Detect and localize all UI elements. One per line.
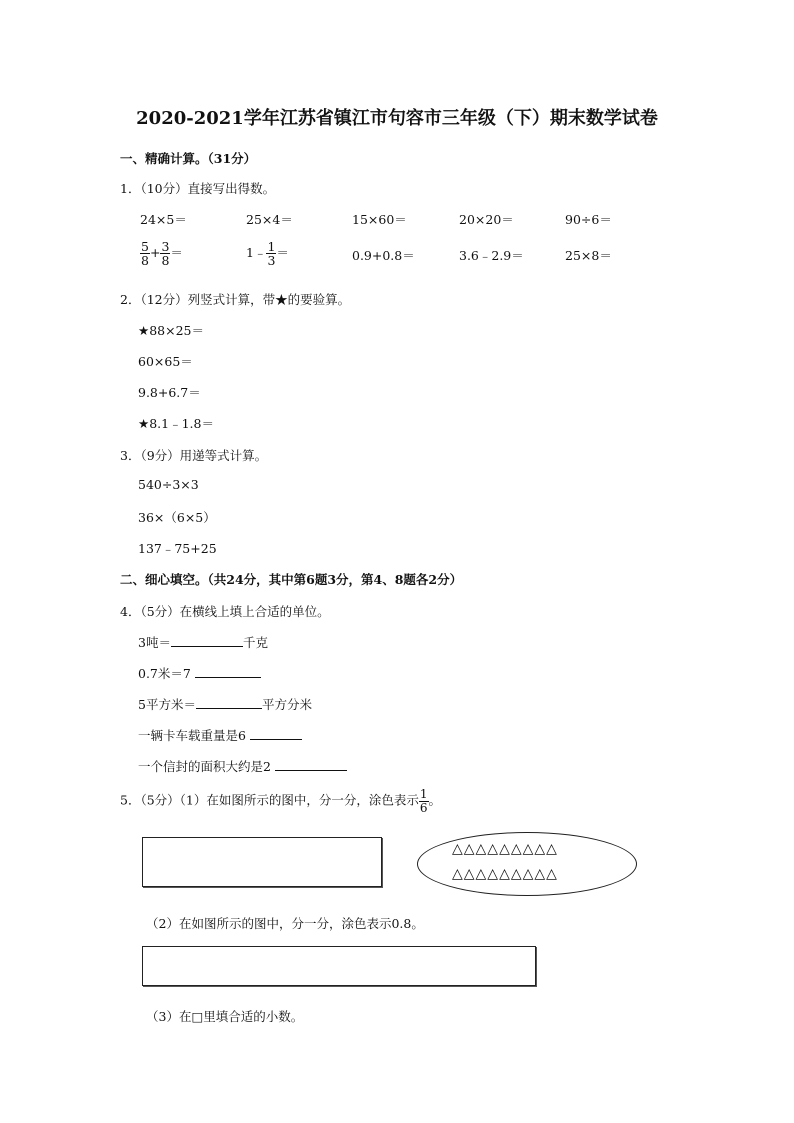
answer-blank[interactable] [275,758,347,771]
q5-part-3: （3）在□里填合适的小数。 [146,1009,304,1024]
q2-item-2: 60×65＝ [138,354,193,369]
q4-line-5 [138,757,347,775]
q3-item-3: 137﹣75+25 [138,541,217,556]
triangle-row-1: △△△△△△△△△ [452,841,558,857]
fraction [419,788,429,814]
q4-line-4 [138,726,302,744]
section-1-heading: 一、精确计算。（31分） [120,151,257,166]
q1-heading: 1．（10分）直接写出得数。 [120,181,276,196]
fraction [160,240,170,267]
q1-item-2: 25×4＝ [246,212,293,227]
q5-heading [120,788,441,814]
fraction-numerator: 1 [419,787,428,801]
answer-blank[interactable] [195,665,261,678]
q1-item-5: 90÷6＝ [565,212,612,227]
operator: + [149,245,161,261]
fraction-denominator: 6 [419,800,428,815]
equals-sign: ＝ [170,245,183,261]
period: 。 [428,792,442,808]
line-text: 5平方米＝ [138,697,196,712]
fraction-numerator: 5 [141,239,149,254]
fraction [266,240,276,267]
q3-item-2: 36×（6×5） [138,510,216,525]
fraction-denominator: 3 [267,253,276,269]
question-text: 5．（5分）（1）在如图所示的图中，分一分，涂色表示 [120,792,419,808]
q4-line-1 [138,633,268,651]
line-unit: 千克 [242,635,268,650]
q3-heading: 3．（9分）用递等式计算。 [120,448,268,463]
fraction-numerator: 1 [267,239,276,254]
answer-blank[interactable] [196,696,262,709]
minuend: 1﹣ [246,245,267,261]
q4-heading: 4．（5分）在横线上填上合适的单位。 [120,604,330,619]
line-text: 一辆卡车载重量是6 [138,728,246,743]
q1-item-7 [246,240,289,267]
triangle-row-2: △△△△△△△△△ [452,866,558,882]
section-2-heading: 二、细心填空。（共24分，其中第6题3分，第4、8题各2分） [120,572,463,587]
line-text: 0.7米＝7 [138,666,191,681]
fraction-denominator: 8 [141,253,149,269]
q2-heading: 2．（12分）列竖式计算，带★的要验算。 [120,292,351,307]
answer-blank[interactable] [250,727,302,740]
q4-line-2 [138,664,261,682]
q5-part-2: （2）在如图所示的图中，分一分，涂色表示0.8。 [146,916,424,931]
rectangle-figure-1[interactable] [142,837,382,887]
fraction-denominator: 8 [161,253,170,269]
q1-item-10: 25×8＝ [565,248,612,263]
equals-sign: ＝ [276,245,289,261]
q1-item-6 [140,240,183,267]
q4-line-3 [138,695,312,713]
q2-item-1: ★88×25＝ [138,323,204,338]
q1-item-9: 3.6﹣2.9＝ [459,248,524,263]
line-text: 一个信封的面积大约是2 [138,759,271,774]
q1-item-4: 20×20＝ [459,212,514,227]
page-title: 2020-2021学年江苏省镇江市句容市三年级（下）期末数学试卷 [136,108,658,129]
q2-item-4: ★8.1﹣1.8＝ [138,416,214,431]
q2-item-3: 9.8+6.7＝ [138,385,201,400]
q1-item-1: 24×5＝ [140,212,187,227]
answer-blank[interactable] [171,634,243,647]
line-unit: 平方分米 [261,697,312,712]
fraction-numerator: 3 [161,239,170,254]
q3-item-1: 540÷3×3 [138,477,199,492]
line-text: 3吨＝ [138,635,171,650]
q1-item-3: 15×60＝ [352,212,407,227]
q1-item-8: 0.9+0.8＝ [352,248,415,263]
fraction [140,240,150,267]
rectangle-figure-2[interactable] [142,946,536,986]
